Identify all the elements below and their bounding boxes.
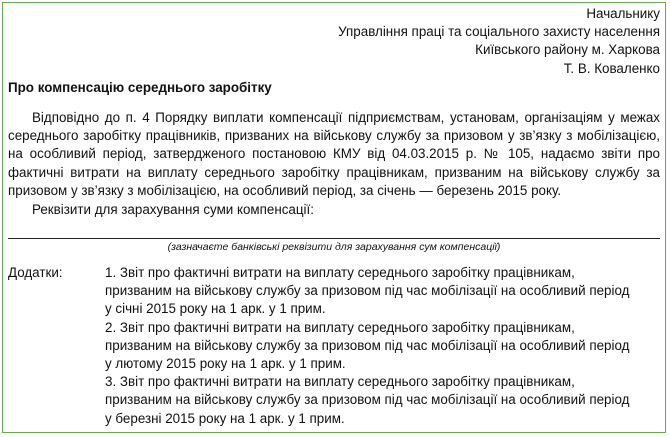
attachment-line: 3. Звіт про фактичні витрати на виплату середнього заробітку працівникам, bbox=[105, 374, 575, 390]
requisites-label: Реквізити для зарахування суми компенсації: bbox=[32, 202, 314, 218]
attachment-line: у березні 2015 року на 1 арк. у 1 прим. bbox=[105, 410, 345, 426]
addressee-position: Начальнику bbox=[586, 6, 660, 21]
addressee-block bbox=[8, 5, 660, 78]
attachment-line: призваним на військову службу за призовом під час мобілізації на особливий період bbox=[105, 283, 630, 299]
letter-body: Відповідно до п. 4 Порядку виплати компенсації підприємствам, установам, організаціям у межах середнього заробітку працівників, призваних на військову службу за призовом у зв’язку з мобілізацією, на особливий період, затвердженого постановою КМУ від 04.03.2015 р. № 105, надаємо звіти про фактичні витрати на виплату середнього заробітку працівникам, призваним на військову службу за призовом у зв’язку з мобілізацією, на особливий період, за січень — березень 2015 року. bbox=[8, 110, 660, 198]
attachment-line: у січні 2015 року на 1 арк. у 1 прим. bbox=[105, 301, 326, 317]
attachment-item bbox=[105, 373, 660, 428]
letter-subject: Про компенсацію середнього заробітку bbox=[8, 79, 272, 95]
attachment-line: призваним на військову службу за призовом під час мобілізації на особливий період bbox=[105, 392, 630, 408]
addressee-department: Управління праці та соціального захисту населення bbox=[338, 24, 660, 40]
requisites-fill-line bbox=[8, 238, 660, 239]
addressee-name: Т. В. Коваленко bbox=[563, 60, 660, 76]
attachment-line: призваним на військову службу за призовом під час мобілізації на особливий період bbox=[105, 337, 630, 353]
requisites-caption: (зазначаєте банківські реквізити для зарахування сум компенсації) bbox=[167, 241, 501, 253]
attachment-line: 1. Звіт про фактичні витрати на виплату середнього заробітку працівникам, bbox=[105, 265, 575, 280]
attachment-line: у лютому 2015 року на 1 арк. у 1 прим. bbox=[105, 356, 346, 372]
letter-document bbox=[8, 5, 660, 426]
addressee-district: Київського району м. Харкова bbox=[475, 42, 660, 58]
attachment-line: 2. Звіт про фактичні витрати на виплату середнього заробітку працівникам, bbox=[105, 319, 575, 335]
attachment-item bbox=[105, 264, 660, 319]
attachments-list bbox=[105, 264, 660, 428]
attachment-item bbox=[105, 319, 660, 374]
attachments-label: Додатки: bbox=[8, 265, 63, 280]
